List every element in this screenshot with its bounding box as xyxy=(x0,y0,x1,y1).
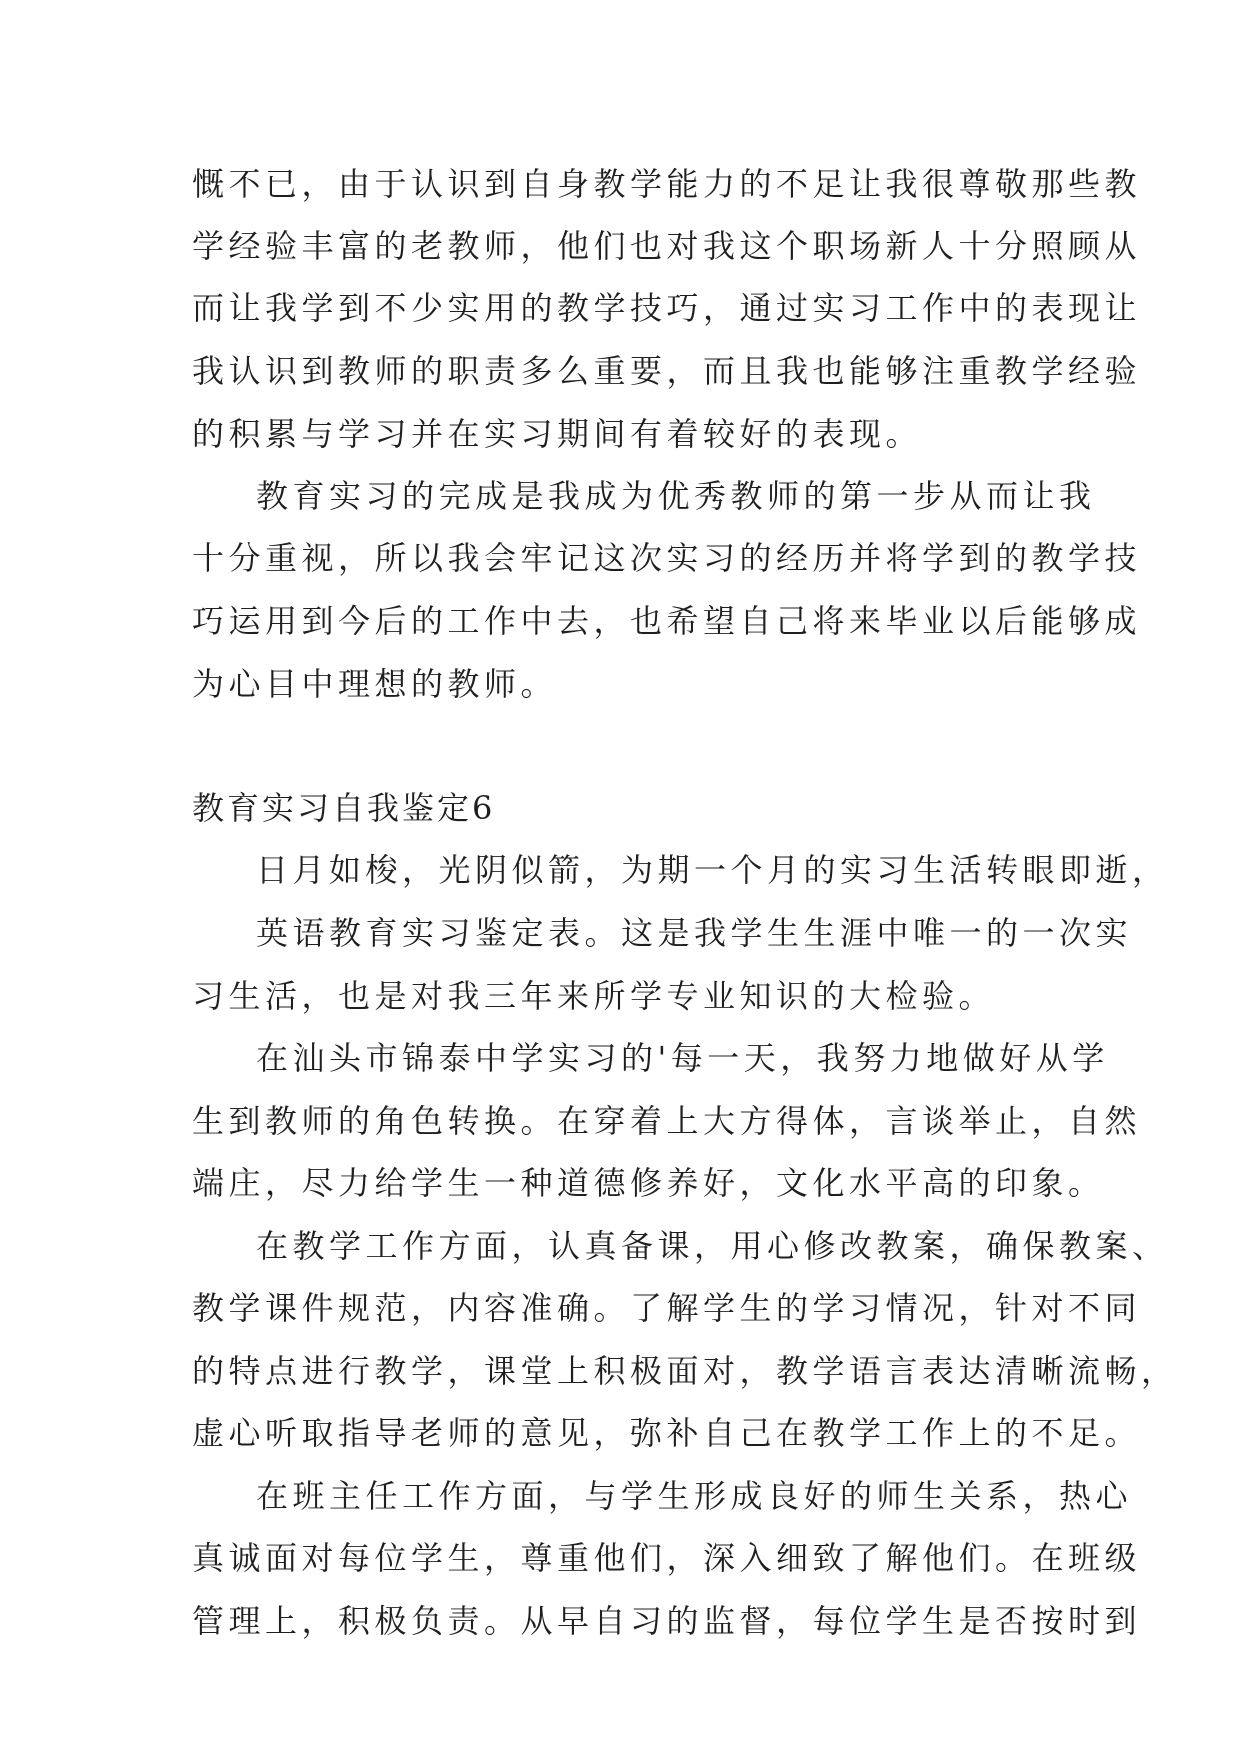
paragraph-line: 在汕头市锦泰中学实习的'每一天，我努力地做好从学 xyxy=(256,1039,1109,1077)
paragraph-line: 学经验丰富的老教师，他们也对我这个职场新人十分照顾从 xyxy=(192,227,1142,265)
paragraph-line: 我认识到教师的职责多么重要，而且我也能够注重教学经验 xyxy=(192,352,1142,390)
paragraph-line: 十分重视，所以我会牢记这次实习的经历并将学到的教学技 xyxy=(192,539,1142,577)
paragraph-line: 英语教育实习鉴定表。这是我学生生涯中唯一的一次实 xyxy=(256,914,1133,952)
paragraph-line: 在教学工作方面，认真备课，用心修改教案，确保教案、 xyxy=(256,1227,1169,1265)
paragraph-line: 教育实习的完成是我成为优秀教师的第一步从而让我 xyxy=(256,477,1096,515)
section-heading: 教育实习自我鉴定6 xyxy=(192,789,496,827)
paragraph-line: 生到教师的角色转换。在穿着上大方得体，言谈举止，自然 xyxy=(192,1102,1142,1140)
paragraph-line: 日月如梭，光阴似箭，为期一个月的实习生活转眼即逝， xyxy=(256,851,1169,889)
paragraph-line: 慨不已，由于认识到自身教学能力的不足让我很尊敬那些教 xyxy=(192,165,1142,203)
paragraph-line: 的积累与学习并在实习期间有着较好的表现。 xyxy=(192,415,923,453)
paragraph-line: 为心目中理想的教师。 xyxy=(192,665,558,703)
paragraph-line: 虚心听取指导老师的意见，弥补自己在教学工作上的不足。 xyxy=(192,1414,1142,1452)
paragraph-line: 巧运用到今后的工作中去，也希望自己将来毕业以后能够成 xyxy=(192,602,1142,640)
paragraph-line: 的特点进行教学，课堂上积极面对，教学语言表达清晰流畅， xyxy=(192,1352,1178,1390)
paragraph-line: 管理上，积极负责。从早自习的监督，每位学生是否按时到 xyxy=(192,1602,1142,1640)
paragraph-line: 端庄，尽力给学生一种道德修养好，文化水平高的印象。 xyxy=(192,1164,1105,1202)
paragraph-line: 而让我学到不少实用的教学技巧，通过实习工作中的表现让 xyxy=(192,289,1142,327)
paragraph-line: 真诚面对每位学生，尊重他们，深入细致了解他们。在班级 xyxy=(192,1539,1142,1577)
paragraph-line: 在班主任工作方面，与学生形成良好的师生关系，热心 xyxy=(256,1477,1133,1515)
paragraph-line: 教学课件规范，内容准确。了解学生的学习情况，针对不同 xyxy=(192,1289,1142,1327)
paragraph-line: 习生活，也是对我三年来所学专业知识的大检验。 xyxy=(192,977,996,1015)
